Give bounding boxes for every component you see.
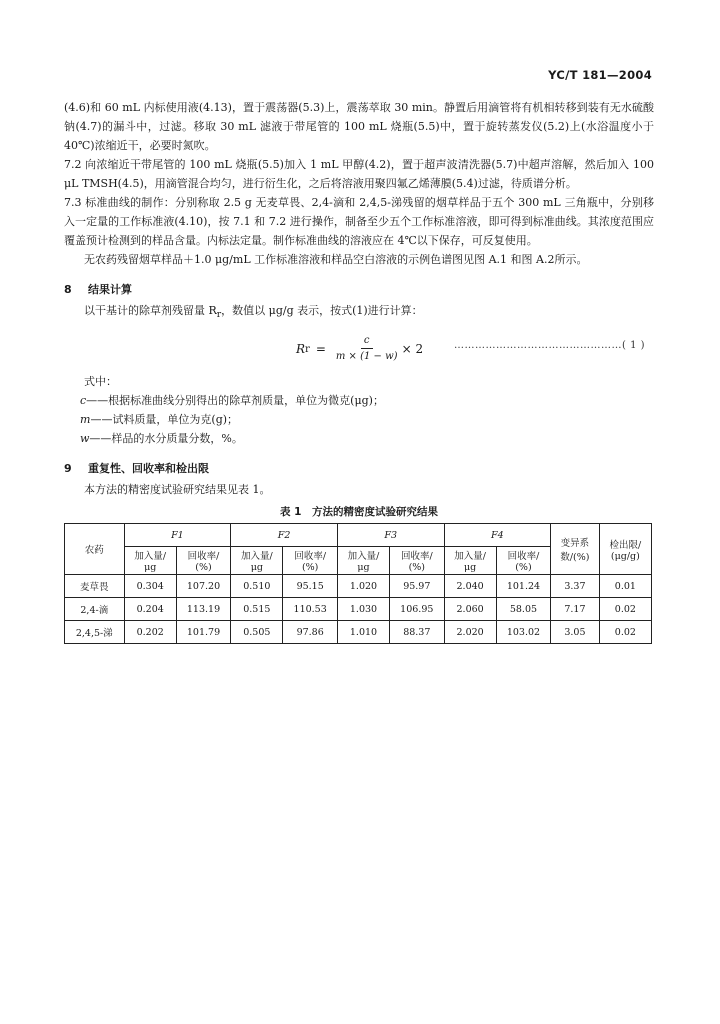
- table-cell: 101.24: [496, 575, 550, 598]
- header-pesticide: 农药: [65, 524, 125, 575]
- table-cell: 2.060: [444, 598, 496, 621]
- table-cell: 110.53: [283, 598, 337, 621]
- table-cell: 97.86: [283, 621, 337, 644]
- header-f3-rec-label: 回收率/: [400, 551, 433, 563]
- table-cell: 2.020: [444, 621, 496, 644]
- section-9-title: 重复性、回收率和检出限: [88, 462, 209, 476]
- definition-c-symbol: c: [80, 394, 87, 408]
- header-f2-rec-label: 回收率/: [294, 551, 327, 563]
- table-cell: 113.19: [176, 598, 230, 621]
- header-f3-rec: [390, 547, 444, 575]
- header-f4-rec-unit: (%): [515, 562, 532, 574]
- header-lod: [599, 524, 651, 575]
- table-cell: 103.02: [496, 621, 550, 644]
- table-header-row-1: [65, 524, 652, 547]
- header-lod-line2: (μg/g): [610, 550, 640, 562]
- calc-intro-sub: r: [216, 309, 222, 321]
- definition-c-text: ——根据标准曲线分别得出的除草剂质量，单位为微克(μg)；: [86, 394, 384, 408]
- formula-equals: =: [315, 342, 326, 357]
- definition-w-symbol: w: [80, 432, 90, 446]
- row-name: 2,4-滴: [65, 598, 125, 621]
- header-f2-add-label: 加入量/: [240, 551, 273, 563]
- paragraph-7-3: 7.3 标准曲线的制作：分别称取 2.5 g 无麦草畏、2,4-滴和 2,4,5-涕残留的烟草样品于五个 300 mL 三角瓶中，分别移入一定量的工作标准液(4.10)，按 7.1 和 7.2 进行操作，制备至少五个工作标准溶液，即可得到标准曲线。其浓度范围应覆盖预计检测到的样品含量。内标法定量。制作标准曲线的溶液应在 4℃以下保存，可反复使用。: [64, 196, 654, 247]
- table-cell: 95.97: [390, 575, 444, 598]
- header-f4-text: F4: [491, 529, 504, 541]
- table-cell: 0.505: [231, 621, 283, 644]
- header-f1-add-unit: μg: [144, 562, 157, 574]
- header-f3-text: F3: [384, 529, 398, 541]
- formula-numerator-text: c: [363, 335, 370, 347]
- formula-lhs: R: [296, 342, 306, 357]
- table-row: [65, 621, 652, 644]
- table-cell: 107.20: [176, 575, 230, 598]
- calc-intro: [64, 301, 654, 324]
- table-cell: 0.510: [231, 575, 283, 598]
- definition-m: [64, 410, 654, 429]
- section-9-number: 9: [64, 462, 72, 476]
- formula-numerator: [361, 334, 373, 349]
- definition-c: [64, 391, 654, 410]
- paragraph-7-1-cont: (4.6)和 60 mL 内标使用液(4.13)，置于震荡器(5.3)上，震荡萃取 30 min。静置后用滴管将有机相转移到装有无水硫酸钠(4.7)的漏斗中，过滤。移取 30 mL 滤液于带尾管的 100 mL 烧瓶(5.5)中，置于旋转蒸发仪(5.2)上(水浴温度小于 40℃)浓缩近干，必要时氮吹。: [64, 101, 654, 152]
- section-8-heading: [64, 279, 654, 301]
- table-cell: 1.010: [337, 621, 389, 644]
- header-f4-rec-label: 回收率/: [507, 551, 540, 563]
- table-cell: 3.37: [551, 575, 600, 598]
- row-name: 2,4,5-涕: [65, 621, 125, 644]
- table-cell: 95.15: [283, 575, 337, 598]
- formula-fraction: [336, 334, 398, 364]
- table-cell: 0.304: [124, 575, 176, 598]
- table-cell: 7.17: [551, 598, 600, 621]
- header-cv-line2: 数/(%): [560, 552, 590, 564]
- table-cell: 101.79: [176, 621, 230, 644]
- header-cv: [551, 524, 600, 575]
- header-lod-line1: 检出限/: [609, 539, 642, 551]
- header-f4-add: [444, 547, 496, 575]
- header-f3: [337, 524, 444, 547]
- table-cell: 2.040: [444, 575, 496, 598]
- where-label: 式中：: [84, 375, 117, 389]
- formula-number: …………………………………………( 1 ): [454, 340, 646, 352]
- header-f3-rec-unit: (%): [408, 562, 426, 574]
- calc-intro-text: 以干基计的除草剂残留量 R: [84, 304, 217, 317]
- calc-intro-rest: ，数值以 μg/g 表示，按式(1)进行计算：: [221, 304, 423, 317]
- row-name: 麦草畏: [65, 575, 125, 598]
- header-f2: [231, 524, 338, 547]
- paragraph-7-2: 7.2 向浓缩近干带尾管的 100 mL 烧瓶(5.5)加入 1 mL 甲醇(4.2)，置于超声波清洗器(5.7)中超声溶解，然后加入 100 μL TMSH(4.5)，用滴管混合均匀，进行衍生化，之后将溶液用聚四氟乙烯薄膜(5.4)过滤，待质谱分析。: [64, 158, 654, 190]
- table-1-title: 表 1 方法的精密度试验研究结果: [280, 506, 438, 519]
- header-f1-rec-label: 回收率/: [187, 551, 220, 563]
- header-f1-rec: [176, 547, 230, 575]
- header-f1: [124, 524, 231, 547]
- header-f4-add-unit: μg: [463, 562, 477, 574]
- header-f1-text: F1: [171, 529, 184, 541]
- section-9-heading: [64, 458, 654, 480]
- table-cell: 88.37: [390, 621, 444, 644]
- header-f4-add-label: 加入量/: [454, 551, 486, 563]
- header-f2-rec: [283, 547, 337, 575]
- definition-w-text: ——样品的水分质量分数，%。: [89, 432, 243, 446]
- header-f2-add: [231, 547, 283, 575]
- formula-tail: × 2: [401, 342, 424, 357]
- page-body: [64, 98, 654, 644]
- table-row: [65, 598, 652, 621]
- table-cell: 0.204: [124, 598, 176, 621]
- paragraph-example-chromatogram: 无农药残留烟草样品＋1.0 μg/mL 工作标准溶液和样品空白溶液的示例色谱图见图 A.1 和图 A.2所示。: [84, 253, 588, 266]
- header-f4-rec: [496, 547, 550, 575]
- formula-denominator: m × (1 − w): [335, 351, 398, 363]
- table-cell: 0.01: [599, 575, 651, 598]
- table-cell: 3.05: [551, 621, 600, 644]
- formula-lhs-sub: r: [305, 343, 310, 355]
- table-cell: 1.020: [337, 575, 389, 598]
- header-f1-rec-unit: (%): [195, 562, 212, 574]
- table-cell: 0.515: [231, 598, 283, 621]
- table-cell: 0.02: [599, 621, 651, 644]
- section-8-number: 8: [64, 283, 72, 296]
- table-cell: 106.95: [390, 598, 444, 621]
- section-9-intro: 本方法的精密度试验研究结果见表 1。: [84, 483, 271, 497]
- precision-table: [64, 523, 652, 644]
- definition-m-text: ——试料质量，单位为克(g)；: [90, 413, 239, 427]
- header-f2-add-unit: μg: [250, 562, 263, 574]
- header-f3-add-label: 加入量/: [347, 551, 380, 563]
- header-f2-rec-unit: (%): [301, 562, 319, 574]
- table-cell: 1.030: [337, 598, 389, 621]
- table-cell: 0.202: [124, 621, 176, 644]
- section-8-title: 结果计算: [88, 283, 132, 296]
- definition-m-symbol: m: [80, 413, 91, 427]
- table-cell: 0.02: [599, 598, 651, 621]
- header-f4: [444, 524, 551, 547]
- header-f1-add-label: 加入量/: [134, 551, 167, 563]
- standard-number: YC/T 181—2004: [548, 68, 652, 82]
- definition-w: [64, 429, 654, 448]
- header-f3-add-unit: μg: [357, 562, 370, 574]
- header-cv-line1: 变异系: [560, 538, 590, 550]
- table-cell: 58.05: [496, 598, 550, 621]
- formula-1: [64, 328, 654, 372]
- header-f3-add: [337, 547, 389, 575]
- table-row: [65, 575, 652, 598]
- formula-expression: [296, 334, 423, 364]
- header-f1-add: [124, 547, 176, 575]
- header-f2-text: F2: [277, 529, 291, 541]
